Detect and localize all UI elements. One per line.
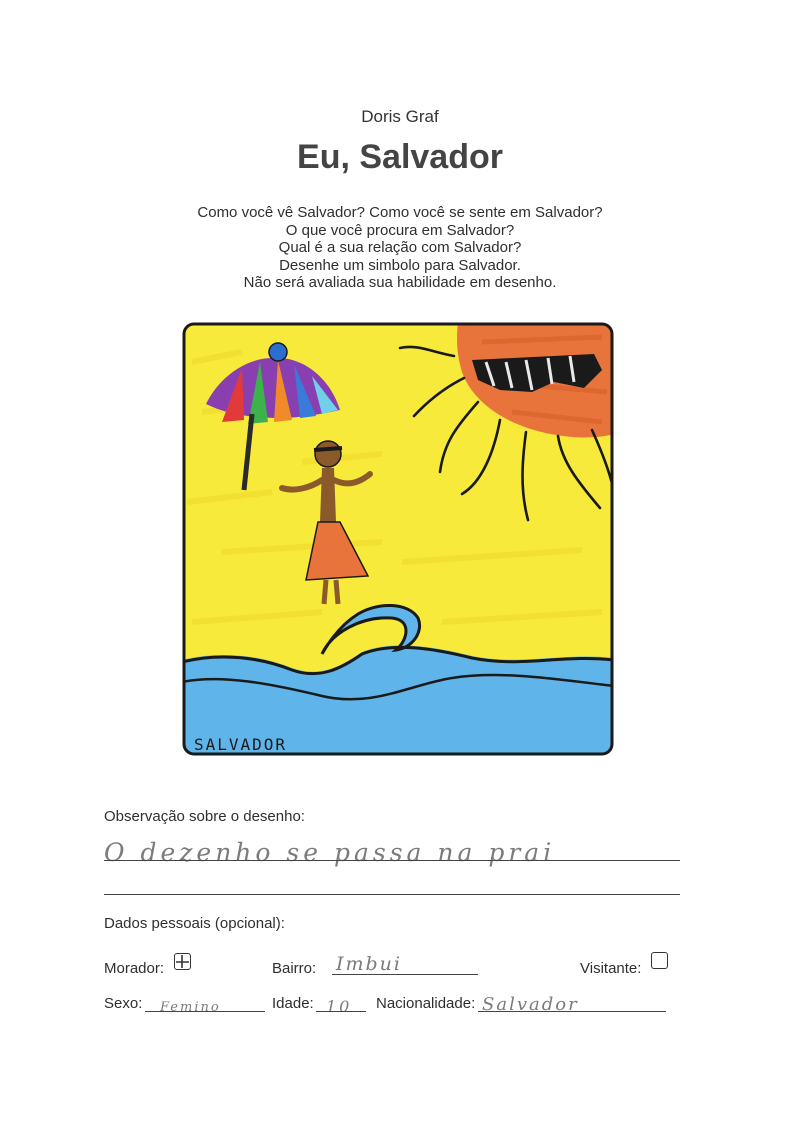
prompt-text [0,204,800,292]
age-label: Idade: [272,995,314,1012]
resident-label: Morador: [104,960,165,977]
drawing-canvas [182,322,614,756]
observation-line-1 [104,860,680,861]
prompt-line: Não será avaliada sua habilidade em desenho. [243,274,557,291]
child-drawing [182,322,614,756]
neighborhood-value[interactable]: Imbui [336,953,402,975]
sex-value[interactable]: Femino [160,1000,221,1015]
nationality-label: Nacionalidade: [376,995,476,1012]
visitor-checkbox[interactable] [651,952,668,969]
observation-handwriting[interactable]: O dezenho se passa na prai [104,838,556,867]
sex-label: Sexo: [104,995,143,1012]
prompt-line: O que você procura em Salvador? [285,221,515,239]
nationality-value[interactable]: Salvador [482,994,579,1015]
resident-checkbox[interactable] [174,953,191,970]
nationality-line [478,1011,666,1012]
visitor-label: Visitante: [580,960,642,977]
page-title: Eu, Salvador [297,138,503,176]
sex-line [145,1011,265,1012]
checkmark-icon [175,954,190,969]
prompt-line: Como você vê Salvador? Como você se sente em Salvador? [197,204,603,221]
author-name: Doris Graf [361,107,439,126]
girl-body [320,468,336,522]
neighborhood-label: Bairro: [272,960,317,977]
neighborhood-line [332,974,478,975]
observation-label: Observação sobre o desenho: [104,808,305,825]
personal-data-label: Dados pessoais (opcional): [104,915,285,932]
observation-line-2 [104,894,680,895]
prompt-line: Desenhe um simbolo para Salvador. [279,256,521,274]
age-value[interactable]: 10 [326,997,353,1016]
drawing-caption: SALVADOR [194,735,288,754]
girl-head [315,441,341,467]
prompt-line: Qual é a sua relação com Salvador? [278,239,522,256]
age-line [316,1011,366,1012]
